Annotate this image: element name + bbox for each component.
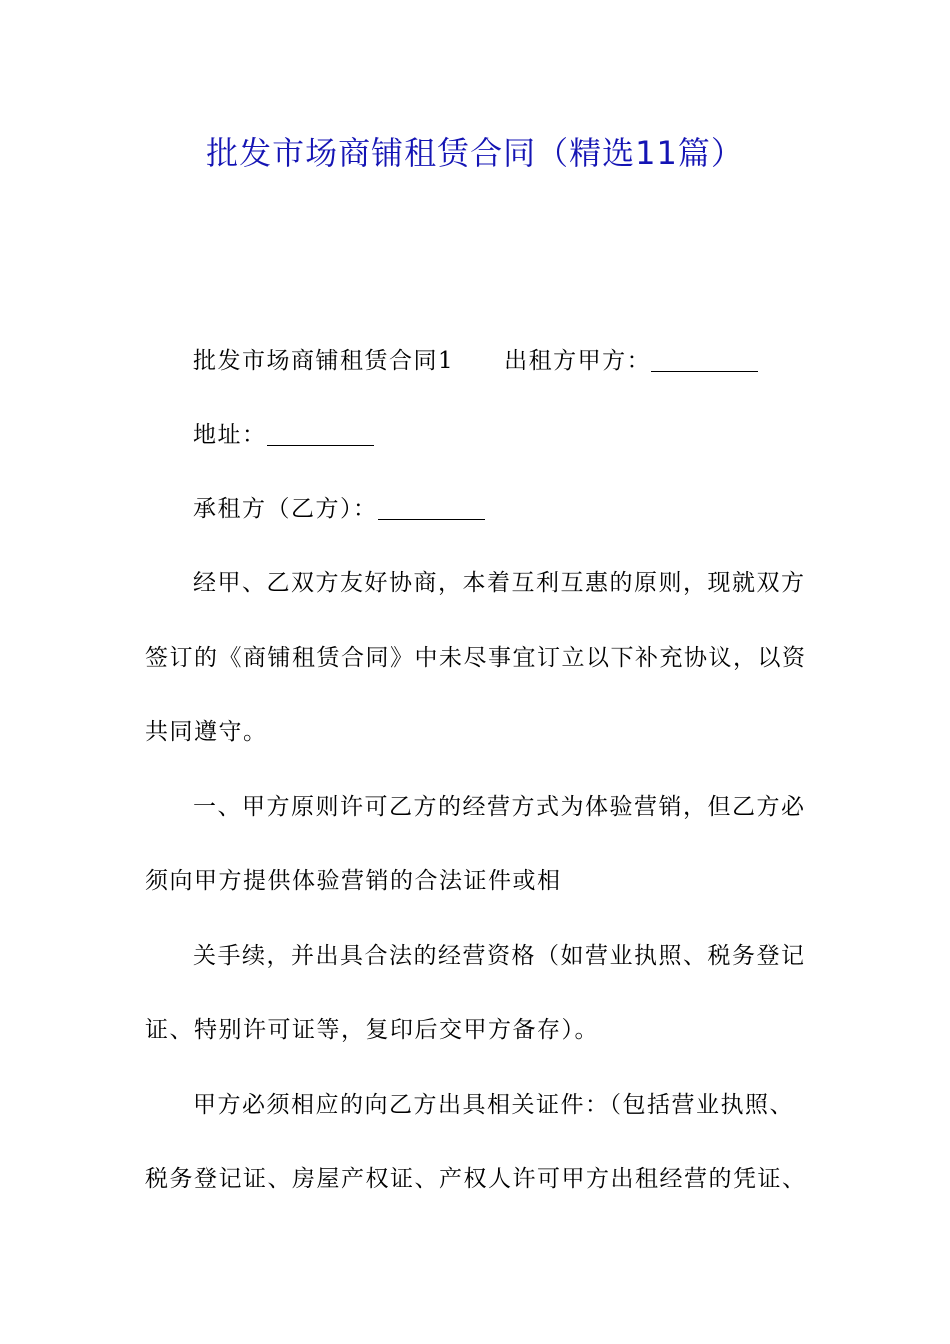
lessor-label: 出租方甲方： [504,348,652,374]
document-title: 批发市场商铺租赁合同（精选11篇） [206,134,744,172]
paragraph-line: 税务登记证、房屋产权证、产权人许可甲方出租经营的凭证、 [145,1166,807,1192]
paragraph-line: 须向甲方提供体验营销的合法证件或相 [145,868,562,894]
paragraph-line: 一、甲方原则许可乙方的经营方式为体验营销，但乙方必 [193,794,806,820]
paragraph-line: 共同遵守。 [145,719,268,745]
tenant-label: 承租方（乙方）： [193,496,378,522]
paragraph-line: 甲方必须相应的向乙方出具相关证件：（包括营业执照、 [193,1092,794,1118]
address-label: 地址： [193,422,267,448]
address-blank [267,423,374,446]
contract-number-label: 批发市场商铺租赁合同1 [193,348,455,374]
paragraph-line: 签订的《商铺租赁合同》中未尽事宜订立以下补充协议，以资 [145,645,807,671]
tenant-line [193,491,858,527]
paragraph-line: 经甲、乙双方友好协商，本着互利互惠的原则，现就双方 [193,570,806,596]
lessor-blank [651,349,758,372]
paragraph-line: 关手续，并出具合法的经营资格（如营业执照、税务登记 [193,943,806,969]
tenant-blank [378,497,485,520]
address-line [193,417,858,453]
paragraph-line: 证、特别许可证等，复印后交甲方备存）。 [145,1017,599,1043]
contract-heading-line [193,343,858,379]
